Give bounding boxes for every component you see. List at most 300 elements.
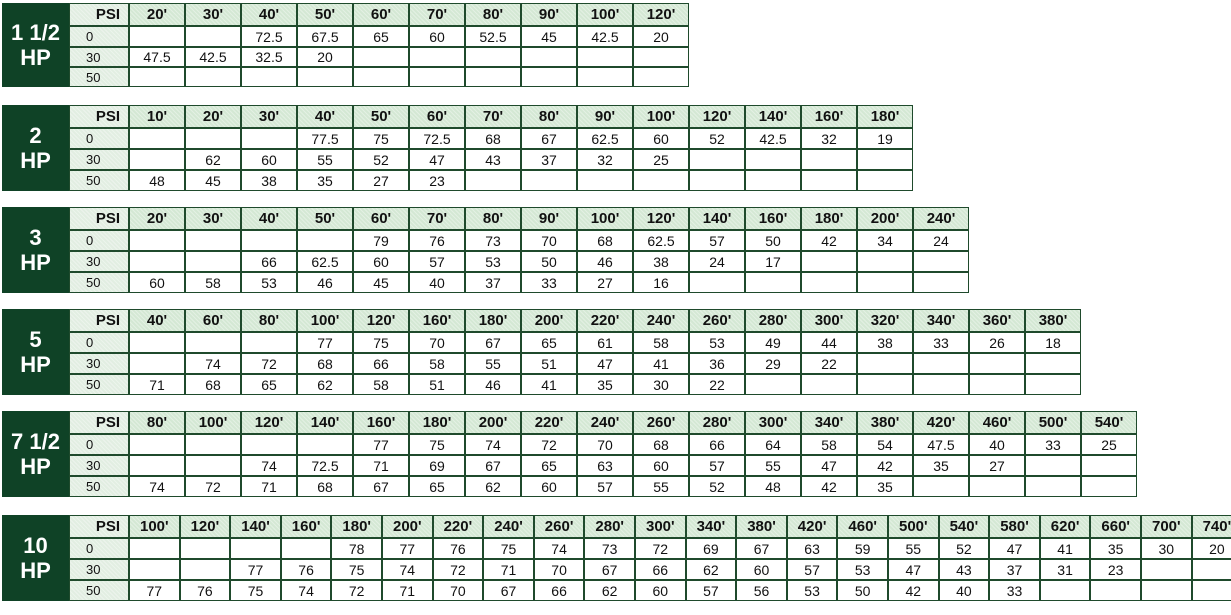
head-column-header: 180' (409, 411, 465, 434)
flow-value-cell (857, 272, 913, 293)
head-column-header: 100' (577, 207, 633, 230)
psi-row-label: 0 (69, 26, 129, 47)
flow-value-cell: 56 (736, 580, 787, 601)
head-column-header: 140' (230, 515, 281, 538)
head-column-header: 120' (689, 105, 745, 128)
flow-value-cell: 62 (686, 559, 737, 580)
flow-value-cell: 33 (521, 272, 577, 293)
flow-value-cell: 55 (745, 455, 801, 476)
flow-value-cell: 52 (689, 476, 745, 497)
head-column-header: 260' (534, 515, 585, 538)
head-column-header: 200' (521, 309, 577, 332)
head-column-header: 120' (180, 515, 231, 538)
flow-value-cell: 45 (353, 272, 409, 293)
flow-value-cell: 74 (241, 455, 297, 476)
flow-value-cell: 61 (577, 332, 633, 353)
flow-value-cell: 60 (353, 251, 409, 272)
horsepower-label-line: HP (20, 250, 51, 275)
flow-value-cell (180, 538, 231, 559)
head-column-header: 380' (857, 411, 913, 434)
flow-value-cell (969, 476, 1025, 497)
head-column-header: 40' (241, 3, 297, 26)
head-column-header: 80' (465, 3, 521, 26)
flow-value-cell: 76 (433, 538, 484, 559)
flow-value-cell: 38 (241, 170, 297, 191)
flow-value-cell: 62 (584, 580, 635, 601)
flow-value-cell: 20 (297, 47, 353, 67)
flow-value-cell: 62.5 (297, 251, 353, 272)
horsepower-label-line: HP (20, 45, 51, 70)
head-column-header: 50' (297, 207, 353, 230)
head-column-header: 240' (577, 411, 633, 434)
flow-value-cell: 60 (521, 476, 577, 497)
flow-value-cell: 27 (353, 170, 409, 191)
flow-value-cell: 62 (297, 374, 353, 395)
flow-value-cell (185, 332, 241, 353)
flow-value-cell: 27 (969, 455, 1025, 476)
flow-value-cell: 77 (353, 434, 409, 455)
flow-value-cell: 45 (185, 170, 241, 191)
flow-value-cell: 35 (297, 170, 353, 191)
head-column-header: 160' (745, 207, 801, 230)
psi-header: PSI (69, 207, 129, 230)
head-column-header: 340' (801, 411, 857, 434)
flow-value-cell: 33 (989, 580, 1040, 601)
flow-value-cell (1081, 476, 1137, 497)
psi-row-label: 30 (69, 251, 129, 272)
flow-value-cell: 33 (1025, 434, 1081, 455)
flow-value-cell: 38 (857, 332, 913, 353)
head-column-header: 240' (483, 515, 534, 538)
flow-value-cell: 47 (409, 149, 465, 170)
flow-value-cell: 38 (633, 251, 689, 272)
flow-value-cell: 40 (939, 580, 990, 601)
flow-value-cell (577, 170, 633, 191)
psi-header: PSI (69, 3, 129, 26)
head-column-header: 220' (577, 309, 633, 332)
flow-value-cell: 75 (331, 559, 382, 580)
flow-value-cell: 69 (686, 538, 737, 559)
head-column-header: 280' (745, 309, 801, 332)
flow-value-cell (801, 170, 857, 191)
flow-value-cell: 74 (465, 434, 521, 455)
flow-value-cell: 74 (382, 559, 433, 580)
flow-value-cell: 57 (577, 476, 633, 497)
flow-value-cell (1025, 374, 1081, 395)
head-column-header: 60' (353, 207, 409, 230)
flow-value-cell: 59 (837, 538, 888, 559)
head-column-header: 260' (633, 411, 689, 434)
flow-value-cell (129, 455, 185, 476)
psi-row-label: 30 (69, 47, 129, 67)
psi-row-label: 0 (69, 230, 129, 251)
flow-value-cell: 47 (801, 455, 857, 476)
flow-value-cell (297, 230, 353, 251)
flow-value-cell: 57 (689, 455, 745, 476)
head-column-header: 100' (633, 105, 689, 128)
flow-value-cell: 37 (989, 559, 1040, 580)
horsepower-label (2, 105, 69, 191)
flow-value-cell: 68 (297, 353, 353, 374)
flow-value-cell: 46 (577, 251, 633, 272)
flow-value-cell (801, 374, 857, 395)
flow-value-cell: 67 (736, 538, 787, 559)
head-column-header: 220' (521, 411, 577, 434)
flow-value-cell: 42.5 (577, 26, 633, 47)
head-column-header: 220' (433, 515, 484, 538)
flow-value-cell (857, 374, 913, 395)
head-column-header: 20' (185, 105, 241, 128)
flow-value-cell: 73 (584, 538, 635, 559)
flow-value-cell: 62.5 (577, 128, 633, 149)
head-column-header: 200' (857, 207, 913, 230)
flow-value-cell: 60 (241, 149, 297, 170)
horsepower-label-line: 1 1/2 (11, 19, 60, 45)
flow-value-cell: 64 (745, 434, 801, 455)
flow-value-cell: 62 (185, 149, 241, 170)
head-column-header: 180' (465, 309, 521, 332)
flow-value-cell: 71 (241, 476, 297, 497)
flow-value-cell: 57 (787, 559, 838, 580)
flow-value-cell: 42.5 (185, 47, 241, 67)
flow-value-cell: 47 (577, 353, 633, 374)
flow-value-cell: 76 (409, 230, 465, 251)
psi-row-label: 0 (69, 128, 129, 149)
flow-value-cell (185, 434, 241, 455)
flow-value-cell (241, 230, 297, 251)
flow-value-cell: 60 (635, 580, 686, 601)
flow-value-cell: 58 (409, 353, 465, 374)
flow-value-cell (1141, 559, 1192, 580)
flow-value-cell: 76 (180, 580, 231, 601)
head-column-header: 200' (465, 411, 521, 434)
flow-value-cell: 46 (465, 374, 521, 395)
horsepower-label (2, 515, 69, 601)
flow-value-cell: 74 (185, 353, 241, 374)
head-column-header: 60' (409, 105, 465, 128)
flow-value-cell: 63 (787, 538, 838, 559)
flow-value-cell: 46 (297, 272, 353, 293)
horsepower-label (2, 207, 69, 293)
flow-value-cell (129, 332, 185, 353)
flow-value-cell: 33 (913, 332, 969, 353)
flow-value-cell: 60 (633, 455, 689, 476)
head-column-header: 90' (577, 105, 633, 128)
head-column-header: 70' (409, 207, 465, 230)
flow-value-cell: 55 (297, 149, 353, 170)
flow-value-cell (689, 170, 745, 191)
head-column-header: 60' (185, 309, 241, 332)
horsepower-label (2, 411, 69, 497)
head-column-header: 580' (989, 515, 1040, 538)
psi-row-label: 30 (69, 149, 129, 170)
horsepower-label-line: HP (20, 558, 51, 583)
flow-value-cell (281, 538, 332, 559)
flow-value-cell (1081, 455, 1137, 476)
flow-value-cell: 68 (577, 230, 633, 251)
flow-value-cell: 66 (353, 353, 409, 374)
flow-value-cell (129, 26, 185, 47)
flow-value-cell: 23 (1090, 559, 1141, 580)
flow-value-cell: 70 (534, 559, 585, 580)
flow-value-cell (241, 128, 297, 149)
psi-row-label: 50 (69, 170, 129, 191)
flow-value-cell (465, 170, 521, 191)
head-column-header: 100' (577, 3, 633, 26)
flow-value-cell (633, 170, 689, 191)
flow-value-cell (913, 251, 969, 272)
flow-value-cell: 45 (521, 26, 577, 47)
head-column-header: 700' (1141, 515, 1192, 538)
flow-value-cell: 67 (521, 128, 577, 149)
head-column-header: 160' (353, 411, 409, 434)
head-column-header: 140' (745, 105, 801, 128)
flow-value-cell (913, 272, 969, 293)
flow-value-cell (465, 67, 521, 87)
flow-value-cell (1192, 559, 1231, 580)
flow-value-cell (241, 67, 297, 87)
flow-value-cell: 72 (635, 538, 686, 559)
flow-value-cell: 70 (521, 230, 577, 251)
flow-value-cell: 74 (281, 580, 332, 601)
head-column-header: 380' (736, 515, 787, 538)
flow-value-cell: 53 (837, 559, 888, 580)
flow-value-cell: 55 (465, 353, 521, 374)
flow-value-cell: 41 (1040, 538, 1091, 559)
flow-value-cell: 74 (129, 476, 185, 497)
flow-value-cell: 75 (353, 128, 409, 149)
psi-row-label: 0 (69, 434, 129, 455)
flow-value-cell: 66 (635, 559, 686, 580)
horsepower-label-line: 7 1/2 (11, 428, 60, 454)
head-column-header: 90' (521, 3, 577, 26)
flow-value-cell: 51 (521, 353, 577, 374)
head-column-header: 20' (129, 3, 185, 26)
flow-value-cell (1192, 580, 1231, 601)
flow-value-cell: 37 (465, 272, 521, 293)
flow-value-cell: 42 (801, 230, 857, 251)
head-column-header: 80' (521, 105, 577, 128)
head-column-header: 500' (888, 515, 939, 538)
flow-value-cell: 60 (736, 559, 787, 580)
psi-row-label: 50 (69, 272, 129, 293)
psi-row-label: 50 (69, 374, 129, 395)
flow-value-cell: 79 (353, 230, 409, 251)
flow-value-cell: 68 (297, 476, 353, 497)
head-column-header: 70' (465, 105, 521, 128)
flow-value-cell (129, 559, 180, 580)
flow-value-cell: 25 (633, 149, 689, 170)
flow-value-cell: 75 (230, 580, 281, 601)
flow-value-cell (801, 272, 857, 293)
flow-value-cell: 26 (969, 332, 1025, 353)
head-column-header: 50' (297, 3, 353, 26)
flow-value-cell: 72 (185, 476, 241, 497)
flow-value-cell: 57 (686, 580, 737, 601)
flow-value-cell (230, 538, 281, 559)
head-column-header: 280' (689, 411, 745, 434)
flow-value-cell (129, 128, 185, 149)
head-column-header: 100' (297, 309, 353, 332)
head-column-header: 100' (185, 411, 241, 434)
flow-value-cell: 58 (353, 374, 409, 395)
flow-value-cell: 69 (409, 455, 465, 476)
flow-value-cell: 71 (353, 455, 409, 476)
head-column-header: 70' (409, 3, 465, 26)
flow-value-cell: 42 (857, 455, 913, 476)
flow-value-cell: 72 (521, 434, 577, 455)
head-column-header: 50' (353, 105, 409, 128)
flow-value-cell: 24 (913, 230, 969, 251)
flow-value-cell (969, 374, 1025, 395)
head-column-header: 180' (801, 207, 857, 230)
flow-value-cell (801, 149, 857, 170)
flow-value-cell (521, 67, 577, 87)
flow-value-cell (801, 251, 857, 272)
head-column-header: 300' (801, 309, 857, 332)
flow-value-cell: 66 (241, 251, 297, 272)
flow-value-cell: 18 (1025, 332, 1081, 353)
flow-value-cell (1025, 455, 1081, 476)
flow-value-cell: 42 (888, 580, 939, 601)
flow-value-cell: 67 (465, 455, 521, 476)
flow-value-cell (745, 149, 801, 170)
flow-value-cell: 77 (297, 332, 353, 353)
flow-value-cell (129, 251, 185, 272)
flow-value-cell: 66 (689, 434, 745, 455)
flow-value-cell: 67 (483, 580, 534, 601)
flow-value-cell: 47 (989, 538, 1040, 559)
head-column-header: 660' (1090, 515, 1141, 538)
flow-value-cell (577, 67, 633, 87)
flow-value-cell (129, 230, 185, 251)
flow-value-cell: 51 (409, 374, 465, 395)
flow-value-cell: 71 (129, 374, 185, 395)
flow-value-cell: 70 (409, 332, 465, 353)
flow-value-cell: 65 (409, 476, 465, 497)
head-column-header: 420' (913, 411, 969, 434)
flow-value-cell (353, 67, 409, 87)
head-column-header: 540' (1081, 411, 1137, 434)
flow-value-cell (969, 353, 1025, 374)
flow-value-cell: 53 (241, 272, 297, 293)
flow-value-cell: 72 (331, 580, 382, 601)
horsepower-label-line: 5 (29, 326, 42, 352)
flow-value-cell: 65 (241, 374, 297, 395)
head-column-header: 360' (969, 309, 1025, 332)
flow-value-cell: 35 (577, 374, 633, 395)
flow-value-cell: 41 (521, 374, 577, 395)
head-column-header: 460' (969, 411, 1025, 434)
horsepower-label-line: HP (20, 454, 51, 479)
flow-value-cell (129, 538, 180, 559)
head-column-header: 340' (686, 515, 737, 538)
flow-value-cell (521, 170, 577, 191)
flow-value-cell: 58 (633, 332, 689, 353)
flow-value-cell: 36 (689, 353, 745, 374)
flow-value-cell: 42 (801, 476, 857, 497)
flow-value-cell: 63 (577, 455, 633, 476)
flow-value-cell (465, 47, 521, 67)
psi-row-label: 50 (69, 580, 129, 601)
flow-value-cell: 65 (353, 26, 409, 47)
head-column-header: 40' (297, 105, 353, 128)
head-column-header: 40' (129, 309, 185, 332)
flow-value-cell: 77 (230, 559, 281, 580)
head-column-header: 100' (129, 515, 180, 538)
flow-value-cell: 75 (483, 538, 534, 559)
flow-value-cell: 52 (939, 538, 990, 559)
flow-value-cell: 65 (521, 455, 577, 476)
flow-value-cell: 72 (241, 353, 297, 374)
horsepower-label-line: 2 (29, 122, 42, 148)
flow-value-cell (745, 170, 801, 191)
flow-value-cell: 23 (409, 170, 465, 191)
flow-value-cell (297, 67, 353, 87)
flow-value-cell (521, 47, 577, 67)
flow-value-cell: 47 (888, 559, 939, 580)
flow-value-cell: 57 (409, 251, 465, 272)
flow-value-cell: 31 (1040, 559, 1091, 580)
flow-value-cell: 50 (745, 230, 801, 251)
head-column-header: 460' (837, 515, 888, 538)
flow-value-cell: 34 (857, 230, 913, 251)
flow-value-cell (185, 455, 241, 476)
flow-value-cell (1141, 580, 1192, 601)
head-column-header: 140' (297, 411, 353, 434)
flow-value-cell (185, 128, 241, 149)
head-column-header: 40' (241, 207, 297, 230)
flow-value-cell (185, 67, 241, 87)
horsepower-label-line: 3 (29, 224, 42, 250)
horsepower-label (2, 3, 69, 87)
flow-value-cell: 75 (409, 434, 465, 455)
horsepower-label (2, 309, 69, 395)
flow-value-cell: 54 (857, 434, 913, 455)
flow-value-cell: 47.5 (913, 434, 969, 455)
head-column-header: 80' (241, 309, 297, 332)
flow-value-cell (353, 47, 409, 67)
flow-value-cell (129, 353, 185, 374)
head-column-header: 120' (633, 207, 689, 230)
flow-value-cell (1090, 580, 1141, 601)
head-column-header: 80' (465, 207, 521, 230)
flow-value-cell: 52 (353, 149, 409, 170)
flow-value-cell: 73 (465, 230, 521, 251)
head-column-header: 160' (801, 105, 857, 128)
flow-value-cell: 65 (521, 332, 577, 353)
flow-value-cell (689, 272, 745, 293)
flow-value-cell: 16 (633, 272, 689, 293)
head-column-header: 30' (241, 105, 297, 128)
head-column-header: 340' (913, 309, 969, 332)
psi-row-label: 30 (69, 559, 129, 580)
flow-value-cell: 43 (939, 559, 990, 580)
flow-value-cell (1025, 476, 1081, 497)
flow-value-cell (857, 170, 913, 191)
head-column-header: 240' (913, 207, 969, 230)
flow-value-cell: 62 (465, 476, 521, 497)
flow-value-cell: 77 (382, 538, 433, 559)
head-column-header: 300' (745, 411, 801, 434)
flow-value-cell (241, 434, 297, 455)
head-column-header: 90' (521, 207, 577, 230)
flow-value-cell: 57 (689, 230, 745, 251)
flow-value-cell: 43 (465, 149, 521, 170)
psi-row-label: 50 (69, 67, 129, 87)
flow-value-cell: 67 (465, 332, 521, 353)
flow-value-cell: 58 (185, 272, 241, 293)
